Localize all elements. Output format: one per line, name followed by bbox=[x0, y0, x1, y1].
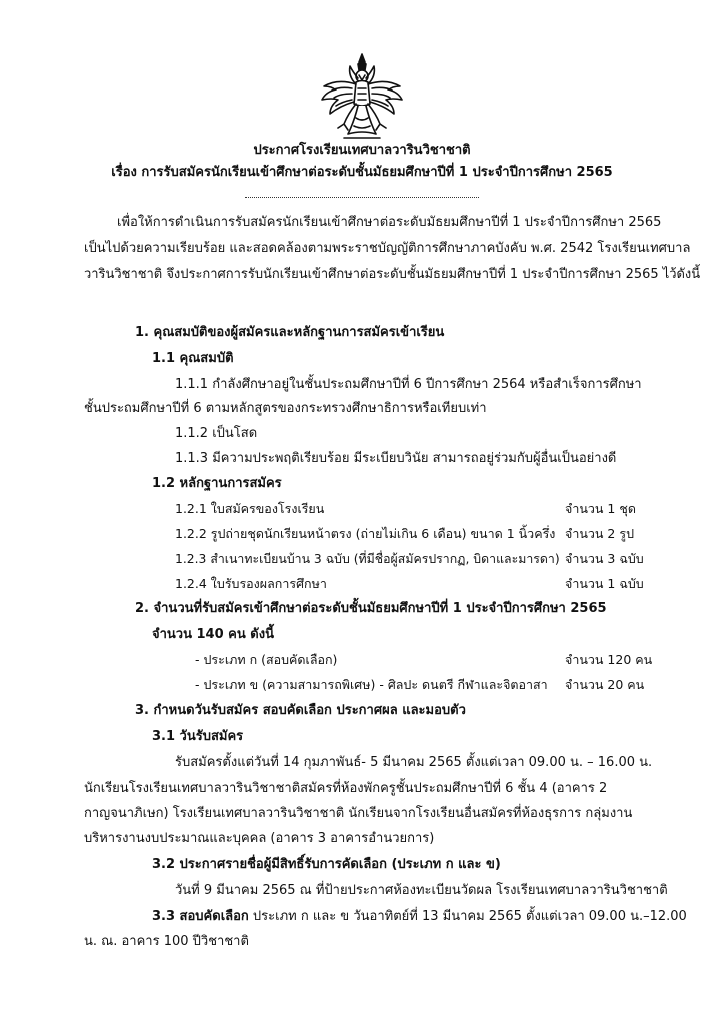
section-1-1-heading: 1.1 คุณสมบัติ bbox=[152, 351, 234, 366]
doc-item-label: 1.2.1 ใบสมัครของโรงเรียน bbox=[175, 501, 325, 516]
section-3-heading: 3. กำหนดวันรับสมัคร สอบคัดเลือก ประกาศผล และมอบตัว bbox=[135, 703, 466, 718]
doc-item-amount: จำนวน 1 ฉบับ bbox=[565, 576, 644, 591]
section-1-heading: 1. คุณสมบัติของผู้สมัครและหลักฐานการสมัครเข้าเรียน bbox=[135, 325, 445, 340]
item-1-1-1-cont: ชั้นประถมศึกษาปีที่ 6 ตามหลักสูตรของกระทรวงศึกษาธิการหรือเทียบเท่า bbox=[84, 401, 487, 416]
doc-item-label: 1.2.3 สำเนาทะเบียนบ้าน 3 ฉบับ (ที่มีชื่อผู้สมัครปรากฏ, บิดาและมารดา) bbox=[175, 551, 560, 566]
exam-details: ประเภท ก และ ข วันอาทิตย์ที่ 13 มีนาคม 2565 ตั้งแต่เวลา 09.00 น.–12.00 bbox=[248, 909, 687, 924]
apply-line-4: บริหารงานงบประมาณและบุคคล (อาคาร 3 อาคารอำนวยการ) bbox=[84, 831, 435, 846]
dotted-divider bbox=[245, 197, 479, 198]
doc-item-amount: จำนวน 1 ชุด bbox=[565, 501, 636, 516]
section-3-2-heading: 3.2 ประกาศรายชื่อผู้มีสิทธิ์รับการคัดเลือก (ประเภท ก และ ข) bbox=[152, 857, 501, 872]
item-1-1-2: 1.1.2 เป็นโสด bbox=[175, 426, 258, 441]
doc-item-label: 1.2.2 รูปถ่ายชุดนักเรียนหน้าตรง (ถ่ายไม่เกิน 6 เดือน) ขนาด 1 นิ้วครึ่ง bbox=[175, 526, 556, 541]
garuda-emblem-icon bbox=[318, 52, 406, 142]
section-3-3-heading: 3.3 สอบคัดเลือก bbox=[152, 909, 249, 924]
announce-line: วันที่ 9 มีนาคม 2565 ณ ที่ป้ายประกาศห้องทะเบียนวัดผล โรงเรียนเทศบาลวารินวิชาชาติ bbox=[175, 883, 668, 898]
doc-item-amount: จำนวน 2 รูป bbox=[565, 526, 635, 541]
apply-line-3: กาญจนาภิเษก) โรงเรียนเทศบาลวารินวิชาชาติ นักเรียนจากโรงเรียนอื่นสมัครที่ห้องธุรการ กลุ่มงาน bbox=[84, 806, 633, 821]
apply-line-2: นักเรียนโรงเรียนเทศบาลวารินวิชาชาติสมัครที่ห้องพักครูชั้นประถมศึกษาปีที่ 6 ชั้น 4 (อาคาร 2 bbox=[84, 781, 608, 796]
announcement-subject: เรื่อง การรับสมัครนักเรียนเข้าศึกษาต่อระดับชั้นมัธยมศึกษาปีที่ 1 ประจำปีการศึกษา 2565 bbox=[111, 165, 613, 180]
item-1-1-3: 1.1.3 มีความประพฤติเรียบร้อย มีระเบียบวินัย สามารถอยู่ร่วมกับผู้อื่นเป็นอย่างดี bbox=[175, 451, 617, 466]
section-2-total: จำนวน 140 คน ดังนี้ bbox=[152, 627, 274, 642]
section-1-2-heading: 1.2 หลักฐานการสมัคร bbox=[152, 476, 282, 491]
item-1-1-1: 1.1.1 กำลังศึกษาอยู่ในชั้นประถมศึกษาปีที่ 6 ปีการศึกษา 2564 หรือสำเร็จการศึกษา bbox=[175, 377, 642, 392]
doc-item-amount: จำนวน 3 ฉบับ bbox=[565, 551, 644, 566]
section-2-heading: 2. จำนวนที่รับสมัครเข้าศึกษาต่อระดับชั้นมัธยมศึกษาปีที่ 1 ประจำปีการศึกษา 2565 bbox=[135, 601, 607, 616]
exam-line-1 bbox=[152, 909, 687, 925]
intro-line-3: วารินวิชาชาติ จึงประกาศการรับนักเรียนเข้าศึกษาต่อระดับชั้นมัธยมศึกษาปีที่ 1 ประจำปีการศึกษา 2565 ไว้ดังนี้ bbox=[84, 267, 701, 282]
apply-line-1: รับสมัครตั้งแต่วันที่ 14 กุมภาพันธ์- 5 มีนาคม 2565 ตั้งแต่เวลา 09.00 น. – 16.00 น. bbox=[175, 755, 653, 770]
intro-line-1: เพื่อให้การดำเนินการรับสมัครนักเรียนเข้าศึกษาต่อระดับมัธยมศึกษาปีที่ 1 ประจำปีการศึกษา 2565 bbox=[117, 215, 662, 230]
section-3-1-heading: 3.1 วันรับสมัคร bbox=[152, 729, 244, 744]
doc-item-label: 1.2.4 ใบรับรองผลการศึกษา bbox=[175, 576, 327, 591]
intro-line-2: เป็นไปด้วยความเรียบร้อย และสอดคล้องตามพระราชบัญญัติการศึกษาภาคบังคับ พ.ศ. 2542 โรงเรียนเทศบาล bbox=[84, 241, 691, 256]
admission-type-amount: จำนวน 120 คน bbox=[565, 652, 653, 667]
admission-type-amount: จำนวน 20 คน bbox=[565, 677, 645, 692]
announcement-title: ประกาศโรงเรียนเทศบาลวารินวิชาชาติ bbox=[253, 143, 471, 158]
admission-type-label: - ประเภท ก (สอบคัดเลือก) bbox=[195, 652, 338, 667]
admission-type-label: - ประเภท ข (ความสามารถพิเศษ) - ศิลปะ ดนตรี กีฬาและจิตอาสา bbox=[195, 677, 548, 692]
exam-line-2: น. ณ. อาคาร 100 ปีวิชาชาติ bbox=[84, 934, 249, 949]
